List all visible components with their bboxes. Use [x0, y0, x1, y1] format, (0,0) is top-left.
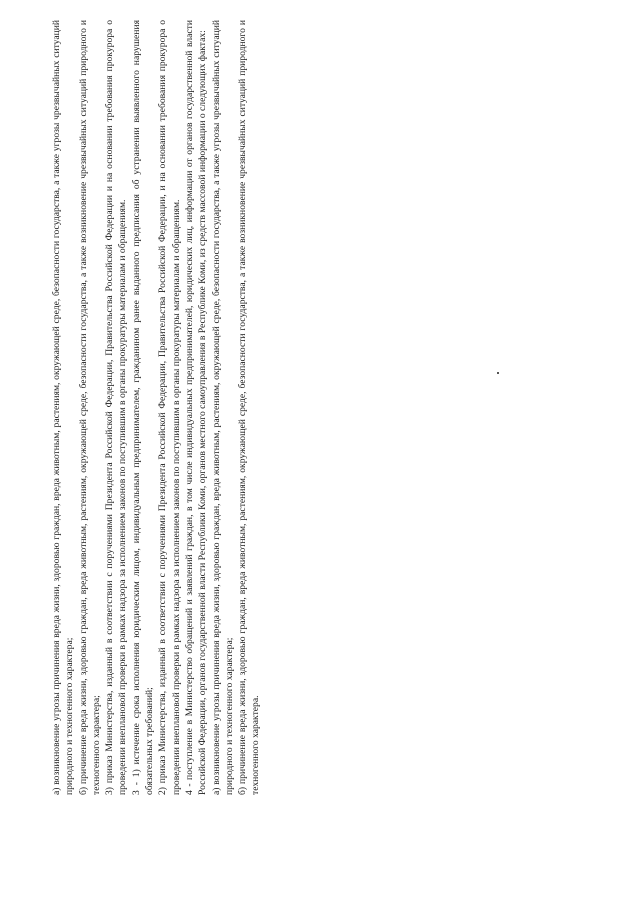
paragraph-a-threat-2: а) возникновение угрозы причинения вреда жизни, здоровью граждан, вреда животным, растениям, окружающей среде, безопасности государства, а также угрозы чрезвычайных ситуаций природного и техногенного характера; [210, 20, 235, 795]
paragraph-4-appeals: 4 - поступление в Министерство обращений и заявлений граждан, в том числе индивидуальных предпринимателей, юридических лиц, информации от органов государственной власти Российской Федерации, органов государственной власти Республики Коми, органов местного самоуправления в Республике Коми, из средств массовой информации о следующих фактах: [183, 20, 209, 795]
scan-speck [497, 372, 499, 374]
rotated-text-block [50, 20, 263, 795]
paragraph-3-order: 3) приказ Министерства, изданный в соответствии с поручениями Президента Российской Федерации, Правительства Российской Федерации и на основании требования прокурора о проведении внеплановой проверки в рамках надзора за исполнением законов по поступившим в органы прокуратуры материалам и обращениям. [104, 20, 129, 795]
paragraph-a-threat: а) возникновение угрозы причинения вреда жизни, здоровью граждан, вреда животным, растениям, окружающей среде, безопасности государства, а также угрозы чрезвычайных ситуаций природного и техногенного характера; [51, 20, 76, 795]
paragraph-3-1-deadline: 3 - 1) истечение срока исполнения юридическим лицом, индивидуальным предпринимателем, гражданином ранее выданного предписания об устранении выявленного нарушения обязательных требований; [130, 20, 156, 795]
paragraph-b-harm: б) причинение вреда жизни, здоровью граждан, вреда животным, растениям, окружающей среде, безопасности государства, а также возникновение чрезвычайных ситуаций природного и техногенного характера; [77, 20, 102, 795]
paragraph-b-harm-2: б) причинение вреда жизни, здоровью граждан, вреда животным, растениям, окружающей среде, безопасности государства, а также возникновение чрезвычайных ситуаций природного и техногенного характера. [237, 20, 262, 795]
paragraph-2-order: 2) приказ Министерства, изданный в соответствии с поручениями Президента Российской Федерации, Правительства Российской Федерации, и на основании требования прокурора о проведении внеплановой проверки в рамках надзора за исполнением законов по поступившим в органы прокуратуры материалам и обращениям. [157, 20, 182, 795]
